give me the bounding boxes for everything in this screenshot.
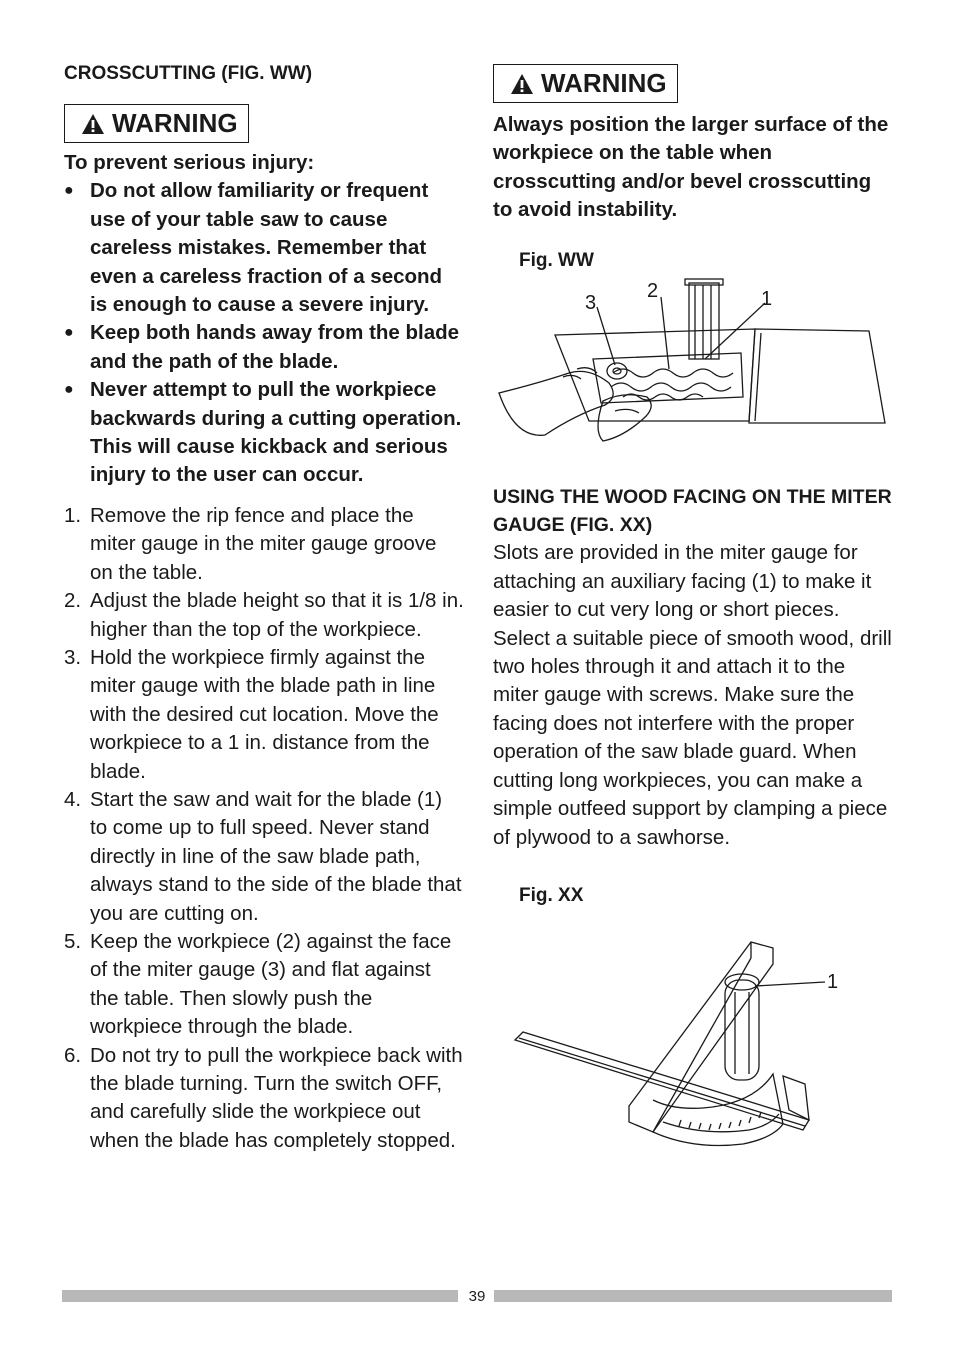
figure-label-xx: Fig. XX [519, 884, 584, 906]
warning-bullet-list [64, 177, 464, 489]
bullet-icon: ● [64, 381, 74, 399]
warning-triangle-icon [81, 113, 105, 135]
callout-3: 3 [585, 291, 597, 314]
footer-bar-left [62, 1290, 458, 1302]
bullet-icon: ● [64, 324, 74, 342]
page-number: 39 [468, 1288, 486, 1305]
left-column [64, 60, 464, 1155]
figure-ww-crosscut-illustration [493, 273, 893, 453]
right-column [493, 64, 893, 1148]
list-item: ● Never attempt to pull the workpiece backwards during a cutting operation. This will cause kickback and serious injury to the user can occur. [64, 378, 462, 487]
page-footer [62, 1288, 892, 1306]
callout-1: 1 [827, 970, 839, 993]
warning-intro: To prevent serious injury: [64, 151, 315, 174]
warning-box [64, 104, 249, 143]
warning-text: Always position the larger surface of the workpiece on the table when crosscutting and/or bevel crosscutting to avoid instability. [493, 113, 889, 222]
list-item: 4. Start the saw and wait for the blade (1) to come up to full speed. Never stand directly in line of the saw blade path, always stand to the side of the blade that you are cutting on. [64, 787, 462, 925]
callout-1: 1 [761, 287, 773, 310]
warning-triangle-icon [510, 73, 534, 95]
section-heading-crosscutting: CROSSCUTTING (FIG. WW) [64, 63, 313, 84]
callout-2: 2 [647, 279, 659, 302]
list-item: 3. Hold the workpiece firmly against the miter gauge with the blade path in line with the desired cut location. Move the workpiece to a 1 in. distance from the blade. [64, 645, 439, 783]
list-item: 6. Do not try to pull the workpiece back with the blade turning. Turn the switch OFF, and carefully slide the workpiece out when the blade has completely stopped. [64, 1043, 463, 1152]
list-item: 5. Keep the workpiece (2) against the face of the miter gauge (3) and flat against the table. Then slowly push the workpiece through the blade. [64, 929, 452, 1039]
wood-facing-paragraph: Slots are provided in the miter gauge for attaching an auxiliary facing (1) to make it easier to cut very long or short pieces. Select a suitable piece of smooth wood, drill two holes through it and attach it to the miter gauge with screws. Make sure the facing does not interfere with the proper operation of the saw blade guard. When cutting long workpieces, you can make a simple outfeed support by clamping a piece of plywood to a sawhorse. [493, 541, 892, 849]
list-item: ● Do not allow familiarity or frequent use of your table saw to cause careless mistakes. Remember that even a careless fraction of a second is enough to cause a severe injury. [64, 179, 443, 317]
figure-label-ww: Fig. WW [519, 249, 594, 271]
list-item: 1. Remove the rip fence and place the miter gauge in the miter gauge groove on the table. [64, 503, 437, 584]
footer-bar-right [494, 1290, 892, 1302]
steps-list [64, 502, 464, 1155]
list-item: ● Keep both hands away from the blade and the path of the blade. [64, 321, 460, 373]
figure-xx-miter-gauge-illustration [493, 908, 893, 1148]
section-heading-wood-facing: USING THE WOOD FACING ON THE MITER GAUGE (FIG. XX) [493, 485, 892, 537]
warning-label: WARNING [541, 68, 667, 98]
bullet-icon: ● [64, 182, 74, 200]
list-item: 2. Adjust the blade height so that it is 1/8 in. higher than the top of the workpiece. [64, 589, 464, 641]
warning-label: WARNING [112, 108, 238, 138]
warning-box [493, 64, 678, 103]
